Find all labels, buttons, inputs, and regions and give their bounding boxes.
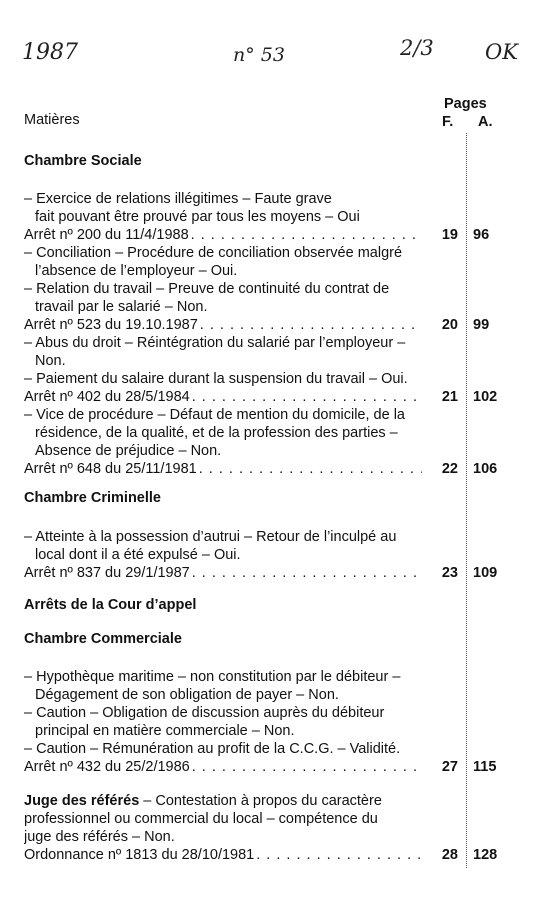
page-a: 99 <box>473 317 490 333</box>
page-f: 19 <box>441 227 458 243</box>
entry-line: travail par le salarié – Non. <box>35 299 208 315</box>
entry-line: – Caution – Rémunération au profit de la C.C.G. – Validité. <box>24 741 401 757</box>
page-a: 102 <box>473 389 498 405</box>
column-divider <box>466 133 467 868</box>
reference-line <box>24 226 422 244</box>
page-a: 96 <box>473 227 490 243</box>
entry-line: – Relation du travail – Preuve de continuité du contrat de <box>24 281 390 297</box>
entry-line: – Abus du droit – Réintégration du salarié par l’employeur – <box>24 335 406 351</box>
entry-line: juge des référés – Non. <box>24 829 175 845</box>
entry-text: – Contestation à propos du caractère <box>139 793 382 809</box>
leader-dots <box>199 460 422 478</box>
reference-line <box>24 758 422 776</box>
handwritten-page: 2/3 <box>400 36 434 60</box>
entry-line: – Vice de procédure – Défaut de mention du domicile, de la <box>24 407 406 423</box>
page-f: 20 <box>441 317 458 333</box>
entry-line: professionnel ou commercial du local – compétence du <box>24 811 378 827</box>
page-a: 128 <box>473 847 498 863</box>
section-heading: Juge des référés <box>24 793 140 809</box>
reference-text: Arrêt nº 200 du 11/4/1988 <box>24 227 189 243</box>
entry-line: – Hypothèque maritime – non constitution par le débiteur – <box>24 669 401 685</box>
entry-line: fait pouvant être prouvé par tous les moyens – Oui <box>35 209 360 225</box>
entry-line: – Conciliation – Procédure de conciliation observée malgré <box>24 245 403 261</box>
leader-dots <box>192 388 422 406</box>
reference-text: Arrêt nº 648 du 25/11/1981 <box>24 461 197 477</box>
section-heading: Chambre Sociale <box>24 153 142 169</box>
reference-text: Arrêt nº 523 du 19.10.1987 <box>24 317 198 333</box>
reference-text: Arrêt nº 432 du 25/2/1986 <box>24 759 190 775</box>
reference-line <box>24 388 422 406</box>
column-header-f: F. <box>442 114 454 130</box>
entry-line: – Atteinte à la possession d’autrui – Retour de l’inculpé au <box>24 529 397 545</box>
entry-line: Absence de préjudice – Non. <box>35 443 222 459</box>
page-a: 109 <box>473 565 498 581</box>
leader-dots <box>191 226 422 244</box>
page-a: 106 <box>473 461 498 477</box>
column-header-pages: Pages <box>444 96 487 112</box>
reference-text: Arrêt nº 402 du 28/5/1984 <box>24 389 190 405</box>
page-f: 23 <box>441 565 458 581</box>
entry-line: – Exercice de relations illégitimes – Faute grave <box>24 191 332 207</box>
page-f: 22 <box>441 461 458 477</box>
entry-line: – Caution – Obligation de discussion auprès du débiteur <box>24 705 385 721</box>
reference-line <box>24 846 422 864</box>
section-heading: Chambre Criminelle <box>24 490 161 506</box>
page-f: 27 <box>441 759 458 775</box>
leader-dots <box>256 846 422 864</box>
reference-text: Arrêt nº 837 du 29/1/1987 <box>24 565 190 581</box>
entry-line: Non. <box>35 353 66 369</box>
reference-text: Ordonnance nº 1813 du 28/10/1981 <box>24 847 255 863</box>
entry-line: – Paiement du salaire durant la suspension du travail – Oui. <box>24 371 408 387</box>
entry-line: local dont il a été expulsé – Oui. <box>35 547 241 563</box>
page-f: 21 <box>441 389 458 405</box>
entry-line: Dégagement de son obligation de payer – Non. <box>35 687 339 703</box>
page-f: 28 <box>441 847 458 863</box>
reference-line <box>24 460 422 478</box>
column-header-matieres: Matières <box>24 112 80 128</box>
section-heading: Chambre Commerciale <box>24 631 182 647</box>
leader-dots <box>192 758 422 776</box>
section-heading: Arrêts de la Cour d’appel <box>24 597 197 613</box>
leader-dots <box>200 316 422 334</box>
handwritten-year: 1987 <box>22 40 78 65</box>
handwritten-number: n° 53 <box>233 44 285 66</box>
leader-dots <box>192 564 422 582</box>
column-header-a: A. <box>478 114 493 130</box>
page-a: 115 <box>473 759 497 775</box>
entry-line: principal en matière commerciale – Non. <box>35 723 295 739</box>
section-entry <box>24 792 424 810</box>
handwritten-ok: OK <box>485 40 518 64</box>
entry-line: l’absence de l’employeur – Oui. <box>35 263 238 279</box>
reference-line <box>24 564 422 582</box>
entry-line: résidence, de la qualité, et de la profession des parties – <box>35 425 398 441</box>
reference-line <box>24 316 422 334</box>
